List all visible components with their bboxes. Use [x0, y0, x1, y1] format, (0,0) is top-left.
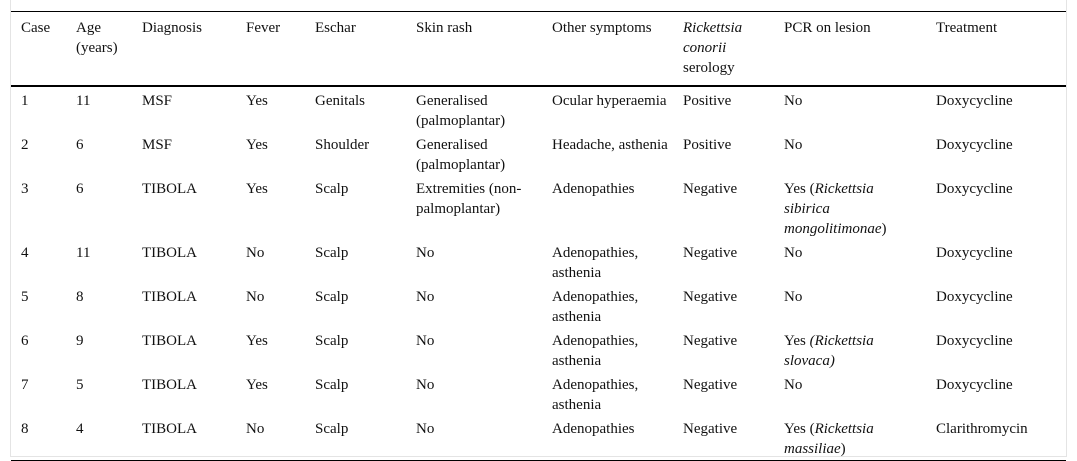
- cell-skin-rash: No: [416, 333, 435, 349]
- cell-treatment: Doxycycline: [936, 377, 1013, 393]
- cell-serology: Negative: [683, 289, 738, 305]
- table-row: [11, 416, 1066, 461]
- header-fever: Fever: [246, 20, 281, 36]
- header-serology-species: Rickettsia conorii: [683, 20, 743, 56]
- cell-eschar: Scalp: [315, 181, 349, 197]
- cell-age: 9: [76, 333, 84, 349]
- cell-eschar: Scalp: [315, 289, 349, 305]
- header-serology-label: serology: [683, 60, 735, 76]
- cell-serology: Positive: [683, 93, 732, 109]
- cell-pcr: [774, 176, 926, 240]
- cell-diagnosis: MSF: [142, 137, 173, 153]
- cell-case: 7: [21, 377, 29, 393]
- cell-serology: Negative: [683, 377, 738, 393]
- cell-other-symptoms: Adenopathies, asthenia: [552, 289, 639, 325]
- cell-other-symptoms: Adenopathies: [552, 421, 635, 437]
- cell-diagnosis: TIBOLA: [142, 181, 197, 197]
- cell-eschar: Genitals: [315, 93, 365, 109]
- header-skin-rash: Skin rash: [416, 20, 473, 36]
- cell-case: 6: [21, 333, 29, 349]
- cell-serology: Negative: [683, 181, 738, 197]
- cell-pcr: No: [784, 245, 803, 261]
- cell-pcr: No: [784, 377, 803, 393]
- cell-treatment: Clarithromycin: [936, 421, 1028, 437]
- pcr-species-name: (Rickettsia slovaca): [784, 333, 874, 369]
- cell-treatment: Doxycycline: [936, 137, 1013, 153]
- cell-pcr: No: [784, 93, 803, 109]
- cell-diagnosis: TIBOLA: [142, 377, 197, 393]
- cell-age: 4: [76, 421, 84, 437]
- cell-skin-rash: Generalised (palmoplantar): [416, 93, 506, 129]
- cell-skin-rash: No: [416, 289, 435, 305]
- cell-fever: Yes: [246, 377, 268, 393]
- cell-case: 5: [21, 289, 29, 305]
- cell-serology: Positive: [683, 137, 732, 153]
- cell-eschar: Scalp: [315, 377, 349, 393]
- cell-other-symptoms: Ocular hyperaemia: [552, 93, 667, 109]
- pcr-result-text: Yes: [784, 333, 810, 349]
- cell-age: 6: [76, 181, 84, 197]
- cell-fever: No: [246, 289, 265, 305]
- cell-other-symptoms: Adenopathies: [552, 181, 635, 197]
- table-body: [11, 86, 1066, 461]
- pcr-species-name: Rickettsia massiliae: [784, 421, 874, 457]
- cell-skin-rash: No: [416, 245, 435, 261]
- header-eschar: Eschar: [315, 20, 356, 36]
- cell-fever: Yes: [246, 93, 268, 109]
- cases-table: [11, 11, 1066, 461]
- header-case: Case: [21, 20, 51, 36]
- cell-other-symptoms: Adenopathies, asthenia: [552, 333, 639, 369]
- table-row: [11, 328, 1066, 372]
- cell-case: 1: [21, 93, 29, 109]
- cell-skin-rash: Generalised (palmoplantar): [416, 137, 506, 173]
- cell-diagnosis: TIBOLA: [142, 421, 197, 437]
- header-row: [11, 12, 1066, 87]
- pcr-closing-text: ): [840, 441, 846, 457]
- cell-treatment: Doxycycline: [936, 93, 1013, 109]
- table-row: [11, 240, 1066, 284]
- table-row: [11, 284, 1066, 328]
- cell-treatment: Doxycycline: [936, 289, 1013, 305]
- cell-serology: Negative: [683, 421, 738, 437]
- cell-fever: No: [246, 421, 265, 437]
- cell-fever: Yes: [246, 137, 268, 153]
- table-header: [11, 12, 1066, 87]
- cell-pcr: No: [784, 137, 803, 153]
- cell-eschar: Scalp: [315, 333, 349, 349]
- table-row: [11, 176, 1066, 240]
- header-serology: [673, 12, 774, 87]
- cell-eschar: Shoulder: [315, 137, 370, 153]
- header-diagnosis: Diagnosis: [142, 20, 202, 36]
- cell-skin-rash: No: [416, 421, 435, 437]
- pcr-species-name: Rickettsia sibirica mongolitimonae: [784, 181, 882, 237]
- cell-serology: Negative: [683, 245, 738, 261]
- cell-pcr: No: [784, 289, 803, 305]
- cell-age: 8: [76, 289, 84, 305]
- cell-other-symptoms: Headache, asthenia: [552, 137, 668, 153]
- cell-age: 11: [76, 245, 91, 261]
- cell-diagnosis: TIBOLA: [142, 289, 197, 305]
- cell-eschar: Scalp: [315, 421, 349, 437]
- cell-diagnosis: TIBOLA: [142, 333, 197, 349]
- cell-other-symptoms: Adenopathies, asthenia: [552, 245, 639, 281]
- cell-diagnosis: MSF: [142, 93, 173, 109]
- header-pcr: PCR on lesion: [784, 20, 871, 36]
- header-treatment: Treatment: [936, 20, 998, 36]
- table-row: [11, 86, 1066, 132]
- cell-fever: Yes: [246, 333, 268, 349]
- cell-fever: Yes: [246, 181, 268, 197]
- header-other-symptoms: Other symptoms: [552, 20, 652, 36]
- cell-treatment: Doxycycline: [936, 245, 1013, 261]
- cell-diagnosis: TIBOLA: [142, 245, 197, 261]
- cell-other-symptoms: Adenopathies, asthenia: [552, 377, 639, 413]
- header-age: Age (years): [76, 20, 118, 56]
- cell-pcr: [774, 416, 926, 461]
- cell-fever: No: [246, 245, 265, 261]
- cell-case: 3: [21, 181, 29, 197]
- cell-skin-rash: No: [416, 377, 435, 393]
- cell-skin-rash: Extremities (non-palmoplantar): [416, 181, 522, 217]
- cell-treatment: Doxycycline: [936, 333, 1013, 349]
- cell-case: 8: [21, 421, 29, 437]
- table-row: [11, 372, 1066, 416]
- table-row: [11, 132, 1066, 176]
- cell-age: 11: [76, 93, 91, 109]
- cell-case: 2: [21, 137, 29, 153]
- cell-age: 6: [76, 137, 84, 153]
- pcr-result-text: Yes (: [784, 421, 815, 437]
- pcr-result-text: Yes (: [784, 181, 815, 197]
- cell-serology: Negative: [683, 333, 738, 349]
- cell-age: 5: [76, 377, 84, 393]
- pcr-closing-text: ): [881, 221, 887, 237]
- cell-pcr: [774, 328, 926, 372]
- cell-case: 4: [21, 245, 29, 261]
- cell-treatment: Doxycycline: [936, 181, 1013, 197]
- cell-eschar: Scalp: [315, 245, 349, 261]
